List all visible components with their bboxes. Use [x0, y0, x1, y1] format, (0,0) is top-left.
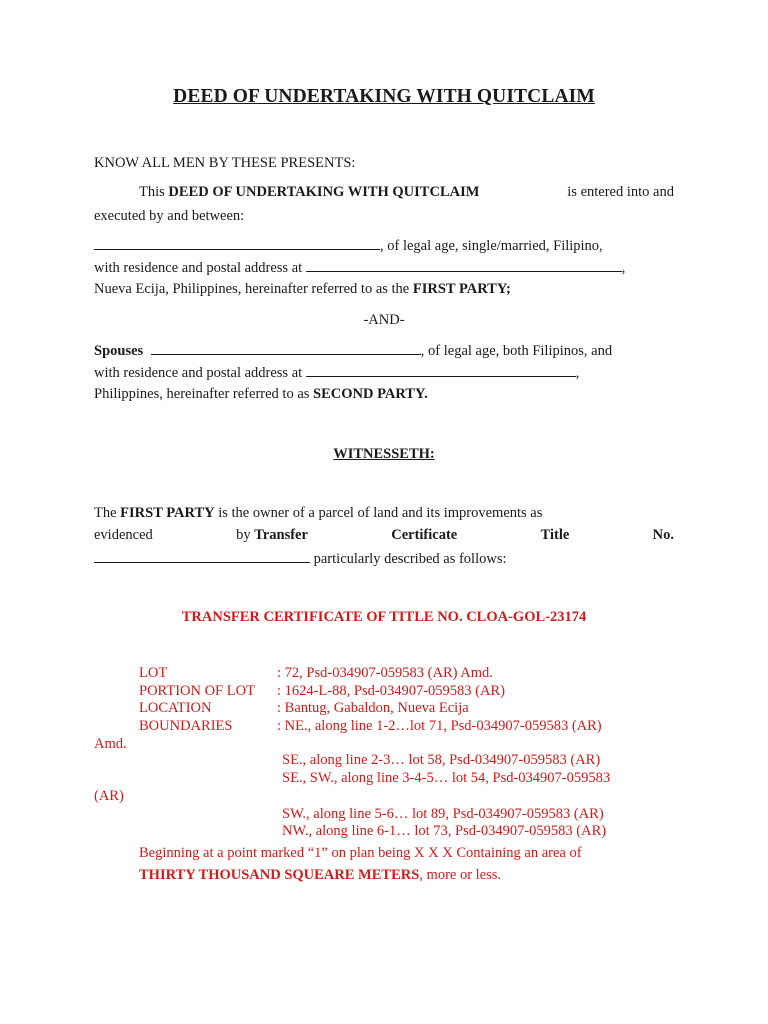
lot-value: : 72, Psd-034907-059583 (AR) Amd. [277, 665, 493, 681]
word-transfer: Transfer [254, 527, 308, 543]
first-party-line3-pre: Nueva Ecija, Philippines, hereinafter referred to as the [94, 281, 413, 297]
intro-line: KNOW ALL MEN BY THESE PRESENTS: [94, 155, 356, 171]
boundary-sw: SW., along line 5-6… lot 89, Psd-034907-059583 (AR) [282, 806, 604, 822]
location-label: LOCATION [139, 700, 212, 716]
first-party-address-blank[interactable] [306, 257, 622, 272]
para1-line1 [139, 182, 674, 202]
word-no: No. [652, 527, 674, 543]
first-party-line2 [94, 257, 625, 278]
para1-deed-title: DEED OF UNDERTAKING WITH QUITCLAIM [168, 184, 480, 200]
first-party-line3 [94, 279, 511, 299]
para1-pre: This [139, 184, 169, 200]
area-suffix: , more or less. [419, 867, 502, 883]
boundary-se-sw: SE., SW., along line 3-4-5… lot 54, Psd-034907-059583 [282, 770, 611, 786]
para2-line2 [94, 525, 674, 545]
word-title: Title [540, 527, 570, 543]
para2-line3-suffix: particularly described as follows: [310, 551, 507, 567]
para1-line2: executed by and between: [94, 208, 245, 224]
word-evidenced: evidenced [94, 527, 153, 543]
boundary-se: SE., along line 2-3… lot 58, Psd-034907-059583 (AR) [282, 752, 601, 768]
second-party-label: SECOND PARTY. [313, 386, 428, 402]
para1-post: is entered into and [567, 184, 674, 200]
second-party-line2-suffix: , [575, 365, 580, 381]
first-party-address-label: with residence and postal address at [94, 260, 303, 276]
para2-pre: The [94, 505, 121, 521]
word-by: by [236, 527, 251, 543]
boundary-ar: (AR) [94, 788, 124, 804]
area-amount: THIRTY THOUSAND SQUEARE METERS [139, 867, 420, 883]
boundaries-amd: Amd. [94, 736, 127, 752]
witnesseth-label: WITNESSETH: [333, 446, 435, 462]
para2-line1-post: is the owner of a parcel of land and its improvements as [214, 505, 543, 521]
spouses-label: Spouses [94, 343, 144, 359]
first-party-label: FIRST PARTY; [412, 281, 511, 297]
para2-first-party: FIRST PARTY [120, 505, 215, 521]
lot-label: LOT [139, 665, 168, 681]
by-transfer-group [236, 525, 308, 545]
area-line [139, 865, 501, 885]
first-party-line2-suffix: , [621, 260, 626, 276]
portion-label: PORTION OF LOT [139, 683, 255, 699]
word-certificate: Certificate [391, 527, 458, 543]
location-value: : Bantug, Gabaldon, Nueva Ecija [277, 700, 469, 716]
tct-number-blank[interactable] [94, 548, 310, 563]
second-party-line2 [94, 362, 579, 383]
para2-line3 [94, 548, 507, 569]
boundaries-label: BOUNDARIES [139, 718, 233, 734]
tct-heading: TRANSFER CERTIFICATE OF TITLE NO. CLOA-GOL-23174 [181, 609, 587, 625]
para2-line1 [94, 503, 542, 523]
first-party-line1-suffix: , of legal age, single/married, Filipino, [380, 238, 603, 254]
beginning-line: Beginning at a point marked “1” on plan being X X X Containing an area of [139, 845, 582, 861]
second-party-line1 [94, 340, 612, 361]
boundaries-value: : NE., along line 1-2…lot 71, Psd-034907-059583 (AR) [277, 718, 602, 734]
document-title: DEED OF UNDERTAKING WITH QUITCLAIM [173, 86, 595, 107]
second-party-address-blank[interactable] [306, 362, 576, 377]
first-party-line1 [94, 235, 603, 256]
second-party-name-blank[interactable] [151, 340, 421, 355]
first-party-name-blank[interactable] [94, 235, 380, 250]
and-separator: -AND- [363, 312, 405, 328]
second-party-line1-suffix: , of legal age, both Filipinos, and [420, 343, 613, 359]
witnesseth-heading [0, 444, 768, 464]
boundary-nw: NW., along line 6-1… lot 73, Psd-034907-059583 (AR) [282, 823, 607, 839]
second-party-address-label: with residence and postal address at [94, 365, 303, 381]
portion-value: : 1624-L-88, Psd-034907-059583 (AR) [277, 683, 505, 699]
second-party-line3 [94, 384, 428, 404]
second-party-line3-pre: Philippines, hereinafter referred to as [94, 386, 314, 402]
